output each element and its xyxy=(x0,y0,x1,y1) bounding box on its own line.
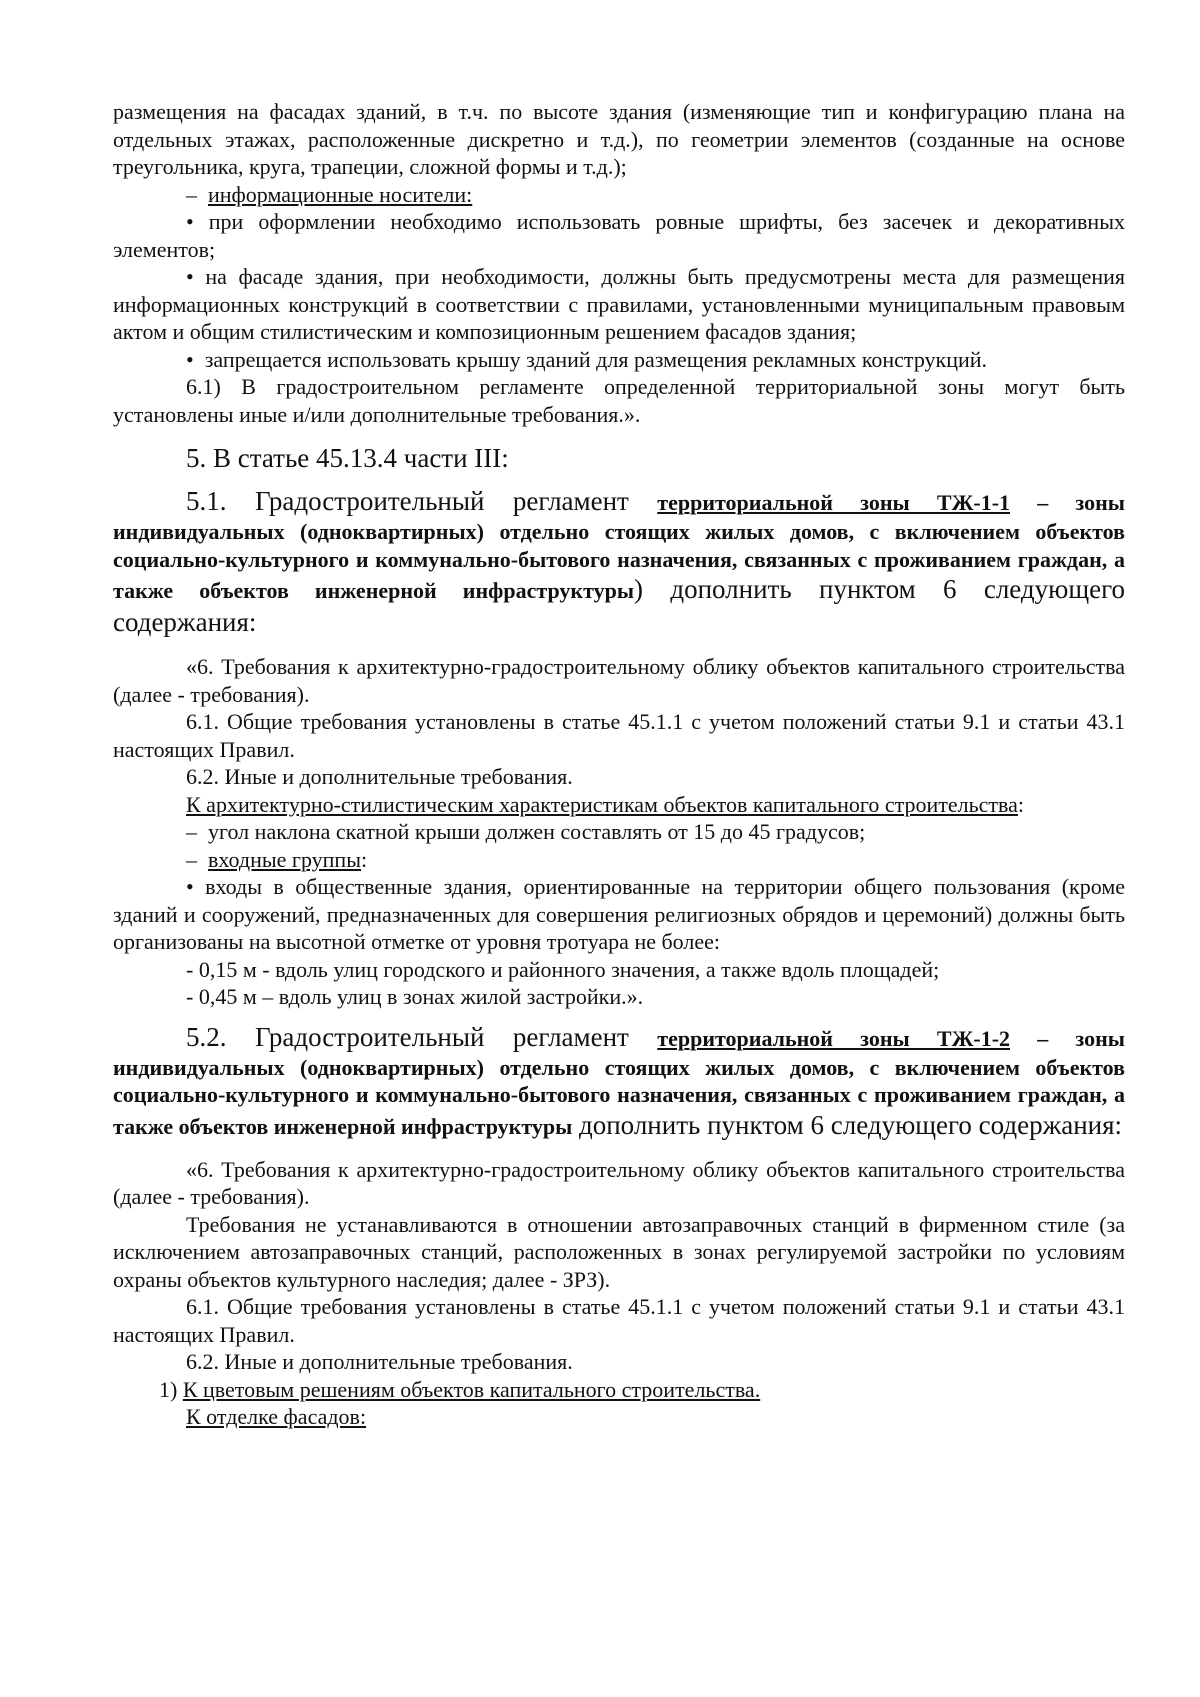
underlined-label: К архитектурно-стилистическим характеристикам объектов капитального строительства xyxy=(186,791,1018,817)
bullet-text: входы в общественные здания, ориентированные на территории общего пользования (кроме зданий и сооружений, предназначенных для совершения религиозных обрядов и церемоний) должны быть организованы на высотной отметке от уровня тротуара не более: xyxy=(113,874,1126,954)
bullet-text: при оформлении необходимо использовать ровные шрифты, без засечек и декоративных элементов; xyxy=(113,209,1125,262)
lead-prefix: 5.2. Градостроительный регламент xyxy=(186,1021,658,1052)
document-body xyxy=(113,98,1125,1431)
bullet-mark: • xyxy=(186,264,194,289)
paragraph-text: - 0,15 м - вдоль улиц городского и районного значения, а также вдоль площадей; xyxy=(186,956,940,982)
section-5-1-lead xyxy=(113,485,1125,639)
zone-description: – зоны индивидуальных (одноквартирных) отдельно стоящих жилых домов, с включением объектов социально-культурного и коммунально-бытового назначения, связанных с проживанием граждан, а также объектов инженерной инфраструктуры xyxy=(113,1025,1125,1139)
paragraph xyxy=(113,763,1125,791)
item-number: 1) xyxy=(159,1376,178,1402)
bullet-item xyxy=(113,346,1125,374)
bullet-text: запрещается использовать крышу зданий для размещения рекламных конструкций. xyxy=(204,346,988,372)
paragraph xyxy=(113,1293,1125,1348)
paragraph xyxy=(113,373,1125,428)
lead-prefix: 5.1. Градостроительный регламент xyxy=(186,486,658,516)
bullet-mark: • xyxy=(186,346,194,372)
dash-mark: – xyxy=(186,181,197,207)
paragraph-text: 6.1. Общие требования установлены в статье 45.1.1 с учетом положений статьи 9.1 и статьи 43.1 настоящих Правил. xyxy=(113,1294,1125,1347)
dash-mark: – xyxy=(186,819,197,844)
colon: : xyxy=(361,846,368,872)
paragraph xyxy=(113,791,1125,819)
bullet-item xyxy=(113,873,1125,956)
bullet-item xyxy=(113,208,1125,263)
paragraph xyxy=(113,1211,1125,1294)
bullet-mark: • xyxy=(186,209,194,234)
bullet-text: на фасаде здания, при необходимости, должны быть предусмотрены места для размещения информационных конструкций в соответствии с правилами, установленными муниципальным правовым актом и общим стилистическим и композиционным решением фасадов здания; xyxy=(113,264,1126,344)
paragraph-text: 6.2. Иные и дополнительные требования. xyxy=(186,764,573,789)
underlined-label: информационные носители: xyxy=(208,181,473,207)
bullet-item xyxy=(113,263,1125,346)
paragraph xyxy=(113,98,1125,181)
paragraph-text: «6. Требования к архитектурно-градостроительному облику объектов капитального строительства (далее - требования). xyxy=(113,654,1125,707)
paragraph xyxy=(113,956,1125,984)
paragraph xyxy=(113,1156,1125,1211)
zone-name: территориальной зоны ТЖ-1-1 xyxy=(657,490,1011,515)
paragraph xyxy=(113,653,1125,708)
underlined-label: входные группы xyxy=(208,846,361,872)
dash-mark: – xyxy=(186,846,197,872)
dash-text: угол наклона скатной крыши должен составлять от 15 до 45 градусов; xyxy=(208,819,866,844)
paragraph-text: 6.1. Общие требования установлены в статье 45.1.1 с учетом положений статьи 9.1 и статьи 43.1 настоящих Правил. xyxy=(113,709,1125,762)
lead-suffix: дополнить пунктом 6 следующего содержания: xyxy=(572,1109,1123,1140)
paragraph xyxy=(113,708,1125,763)
paragraph-text: Требования не устанавливаются в отношении автозаправочных станций в фирменном стиле (за исключением автозаправочных станций, расположенных в зонах регулируемой застройки по условиям охраны объектов культурного наследия; далее - ЗРЗ). xyxy=(113,1211,1125,1292)
paragraph-text: «6. Требования к архитектурно-градостроительному облику объектов капитального строительства (далее - требования). xyxy=(113,1156,1125,1209)
section-heading-text: 5. В статье 45.13.4 части III: xyxy=(186,443,509,473)
paragraph-text: 6.1) В градостроительном регламенте определенной территориальной зоны могут быть установлены иные и/или дополнительные требования.». xyxy=(113,374,1125,427)
paragraph-text: - 0,45 м – вдоль улиц в зонах жилой застройки.». xyxy=(186,984,644,1009)
lead-suffix: ) дополнить пунктом 6 следующего содержания: xyxy=(113,574,1126,637)
dash-item xyxy=(113,818,1125,846)
paragraph xyxy=(113,983,1125,1011)
bullet-mark: • xyxy=(186,874,194,899)
dash-item xyxy=(113,181,1125,209)
underlined-label: К цветовым решениям объектов капитального строительства. xyxy=(182,1376,761,1402)
zone-description: – зоны индивидуальных (одноквартирных) отдельно стоящих жилых домов, с включением объектов социально-культурного и коммунально-бытового назначения, связанных с проживанием граждан, а также объектов инженерной инфраструктуры xyxy=(113,490,1125,603)
section-heading xyxy=(113,442,1125,475)
colon: : xyxy=(1017,791,1025,817)
section-5-2-lead xyxy=(113,1021,1125,1142)
paragraph-text: 6.2. Иные и дополнительные требования. xyxy=(186,1349,573,1374)
underlined-label: К отделке фасадов: xyxy=(186,1404,367,1429)
paragraph xyxy=(113,1403,1125,1431)
numbered-item xyxy=(113,1376,1125,1404)
paragraph-text: размещения на фасадах зданий, в т.ч. по высоте здания (изменяющие тип и конфигурацию плана на отдельных этажах, расположенные дискретно и т.д.), по геометрии элементов (созданные на основе треугольника, круга, трапеции, сложной формы и т.д.); xyxy=(113,99,1125,179)
zone-name: территориальной зоны ТЖ-1-2 xyxy=(657,1025,1011,1051)
paragraph xyxy=(113,1348,1125,1376)
dash-item xyxy=(113,846,1125,874)
